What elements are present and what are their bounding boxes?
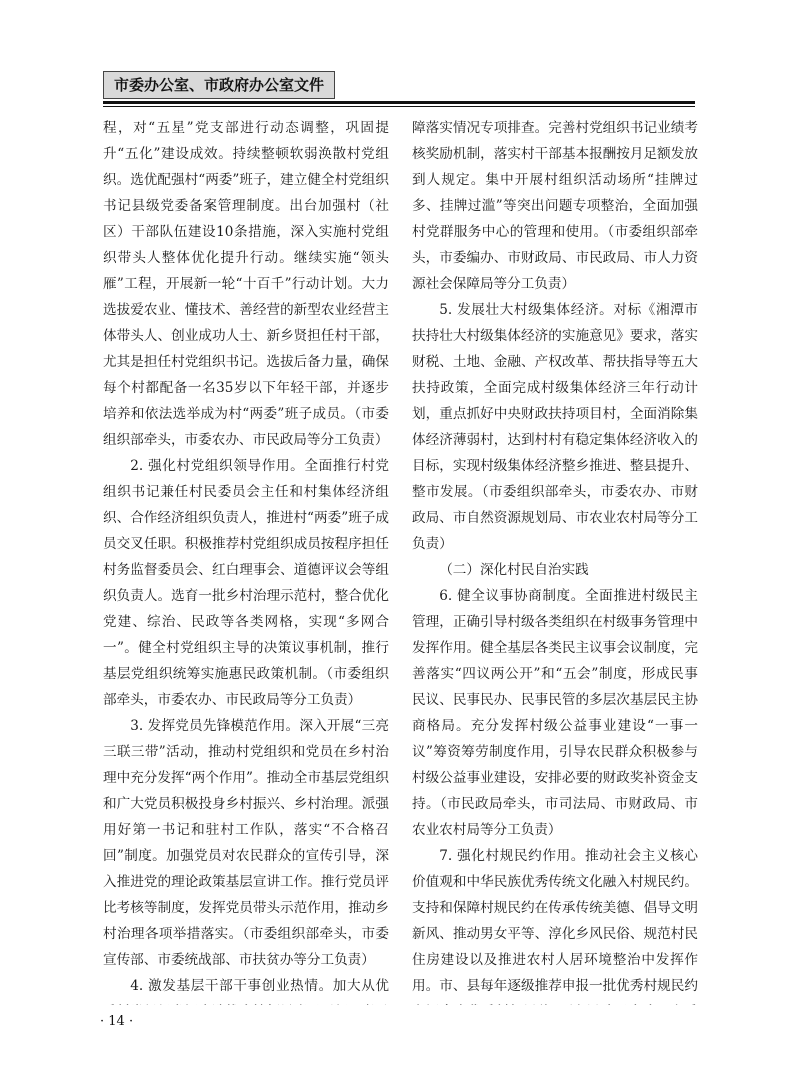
page-number: · 14 · — [100, 1014, 134, 1029]
paragraph-item-7: 7. 强化村规民约作用。推动社会主义核心价值观和中华民族优秀传统文化融入村规民约。支持和保障村规民约在传承传统美德、倡导文明新风、推动男女平等、淳化乡风民俗、规范村民住房建设以及推进农村人居环境整治中发挥作用。市、县每年逐级推荐申报一批优秀村规民约 — [412, 848, 698, 994]
left-column — [103, 115, 389, 1005]
section-heading-2: （二）深化村民自治实践 — [439, 562, 589, 578]
document-header — [103, 71, 695, 109]
right-column — [412, 115, 698, 1005]
header-title: 市委办公室、市政府办公室文件 — [103, 71, 335, 99]
paragraph-item-3: 3. 发挥党员先锋模范作用。深入开展“三亮三联三带”活动，推动村党组织和党员在乡村治理中充分发挥“两个作用”。推动全市基层党组织和广大党员积极投身乡村振兴、乡村治理。派强用好第一书记和驻村工作队，落实“不合格召回”制度。加强党员对农民群众的宣传引导，深入推进党的理论政策基层宣讲工作。推行党员评比考核等制度，发挥党员带头示范作用，推动乡村治理各项举措落实。（市委组织部牵头，市委宣传部、市委统战部、市扶贫办等分工负责） — [103, 718, 389, 968]
paragraph-continued: 程，对“五星”党支部进行动态调整，巩固提升“五化”建设成效。持续整顿软弱涣散村党组织。选优配强村“两委”班子，建立健全村党组织书记县级党委备案管理制度。出台加强村（社区）干部队伍建设10条措施，深入实施村党组织带头人整体优化提升行动。继续实施“领头雁”工程，开展新一轮“十百千”行动计划。大力选拔爱农业、懂技术、善经营的新型农业经营主体带头人、创业成功人士、新乡贤担任村干部，尤其是担任村党组织书记。选拔后备力量，确保每个村都配备一名35岁以下年轻干部，并逐步培养和依法选举成为村“两委”班子成员。（市委组织部牵头，市委农办、市民政局等分工负责） — [103, 120, 389, 448]
header-rule-thin — [103, 106, 695, 107]
paragraph-item-6: 6. 健全议事协商制度。全面推进村级民主管理，正确引导村级各类组织在村级事务管理中发挥作用。健全基层各类民主议事会议制度，完善落实“四议两公开”和“五会”制度，形成民事民议、民事民办、民事民管的多层次基层民主协商格局。充分发挥村级公益事业建设“一事一议”筹资筹劳制度作用，引导农民群众积极参与村级公益事业建设，安排必要的财政奖补资金支持。（市民政局牵头，市司法局、市财政局、市农业农村局等分工负责） — [412, 588, 698, 838]
paragraph-item-5: 5. 发展壮大村级集体经济。对标《湘潭市扶持壮大村级集体经济的实施意见》要求，落实财税、土地、金融、产权改革、帮扶指导等五大扶持政策，全面完成村级集体经济三年行动计划，重点抓好中央财政扶持项目村，全面消除集体经济薄弱村，达到村村有稳定集体经济收入的目标，实现村级集体经济整乡推进、整县提升、整市发展。（市委组织部牵头，市委农办、市财政局、市自然资源规划局、市农业农村局等分工负责） — [412, 302, 698, 552]
paragraph-item-2: 2. 强化村党组织领导作用。全面推行村党组织书记兼任村民委员会主任和村集体经济组织、合作经济组织负责人，推进村“两委”班子成员交叉任职。积极推荐村党组织成员按程序担任村务监督委员会、红白理事会、道德评议会等组织负责人。选育一批乡村治理示范村，整合优化党建、综治、民政等各类网格，实现“多网合一”。健全村党组织主导的决策议事机制，推行基层党组织统筹实施惠民政策机制。（市委组织部牵头，市委农办、市民政局等分工负责） — [103, 458, 389, 708]
header-rule-thick — [103, 101, 695, 104]
paragraph-item-4: 4. 激发基层干部干事创业热情。加大从优 — [130, 978, 389, 994]
paragraph-continued-4: 障落实情况专项排查。完善村党组织书记业绩考核奖励机制，落实村干部基本报酬按月足额发放到人规定。集中开展村组织活动场所“挂牌过多、挂牌过滥”等突出问题专项整治，全面加强村党群服务中心的管理和使用。（市委组织部牵头，市委编办、市财政局、市民政局、市人力资源社会保障局等分工负责） — [412, 120, 698, 292]
